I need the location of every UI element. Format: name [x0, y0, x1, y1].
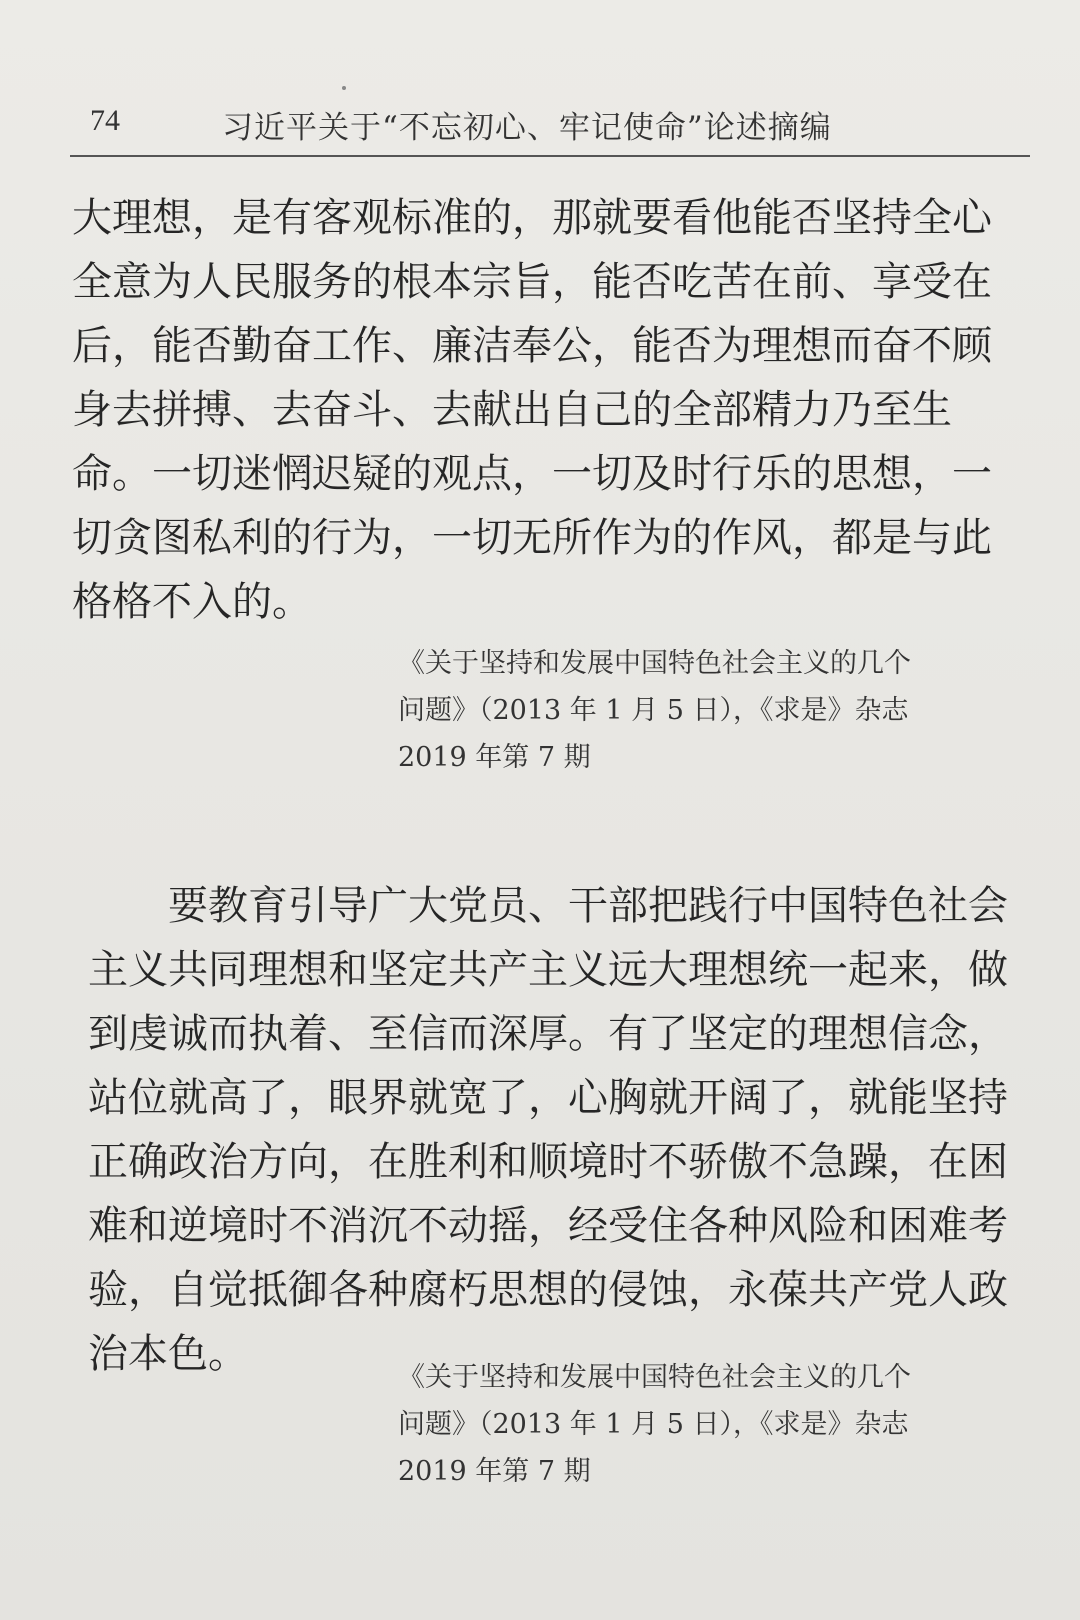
source-line: 2019 年第 7 期: [398, 1456, 591, 1487]
running-title: 习近平关于“不忘初心、牢记使命”论述摘编: [222, 110, 832, 146]
paragraph-line: 验，自觉抵御各种腐朽思想的侵蚀，永葆共产党人政: [88, 1267, 1008, 1313]
excerpt-1-source: [398, 640, 1018, 781]
paragraph-line: 格格不入的。: [72, 579, 312, 625]
page-number: 74: [90, 104, 120, 137]
source-line: 《关于坚持和发展中国特色社会主义的几个: [398, 648, 911, 679]
source-line: 问题》（2013 年 1 月 5 日），《求是》杂志: [398, 1409, 909, 1440]
paragraph-line: 正确政治方向，在胜利和顺境时不骄傲不急躁，在困: [88, 1139, 1008, 1185]
page-header: [70, 100, 1030, 156]
paragraph-line: 身去拼搏、去奋斗、去献出自己的全部精力乃至生: [72, 387, 952, 433]
source-line: 《关于坚持和发展中国特色社会主义的几个: [398, 1362, 911, 1393]
paragraph-line: 命。一切迷惘迟疑的观点，一切及时行乐的思想，一: [72, 451, 992, 497]
paragraph-line: 后，能否勤奋工作、廉洁奉公，能否为理想而奋不顾: [72, 323, 992, 369]
paragraph-line: 难和逆境时不消沉不动摇，经受住各种风险和困难考: [88, 1203, 1008, 1249]
excerpt-1-paragraph: [72, 186, 1032, 634]
header-rule: [70, 155, 1030, 157]
paragraph-line: 大理想，是有客观标准的，那就要看他能否坚持全心: [72, 195, 992, 241]
paragraph-line: 站位就高了，眼界就宽了，心胸就开阔了，就能坚持: [88, 1075, 1008, 1121]
paragraph-line: 治本色。: [88, 1331, 248, 1377]
paragraph-line: 切贪图私利的行为，一切无所作为的作风，都是与此: [72, 515, 992, 561]
paragraph-line: 全意为人民服务的根本宗旨，能否吃苦在前、享受在: [72, 259, 992, 305]
source-line: 2019 年第 7 期: [398, 742, 591, 773]
print-speck: [342, 86, 346, 90]
paragraph-line: 要教育引导广大党员、干部把践行中国特色社会: [88, 883, 1008, 929]
excerpt-2-paragraph: [88, 874, 1028, 1386]
paragraph-line: 主义共同理想和坚定共产主义远大理想统一起来，做: [88, 947, 1008, 993]
excerpt-2-source: [398, 1354, 1018, 1495]
paragraph-line: 到虔诚而执着、至信而深厚。有了坚定的理想信念，: [88, 1011, 1008, 1057]
source-line: 问题》（2013 年 1 月 5 日），《求是》杂志: [398, 695, 909, 726]
